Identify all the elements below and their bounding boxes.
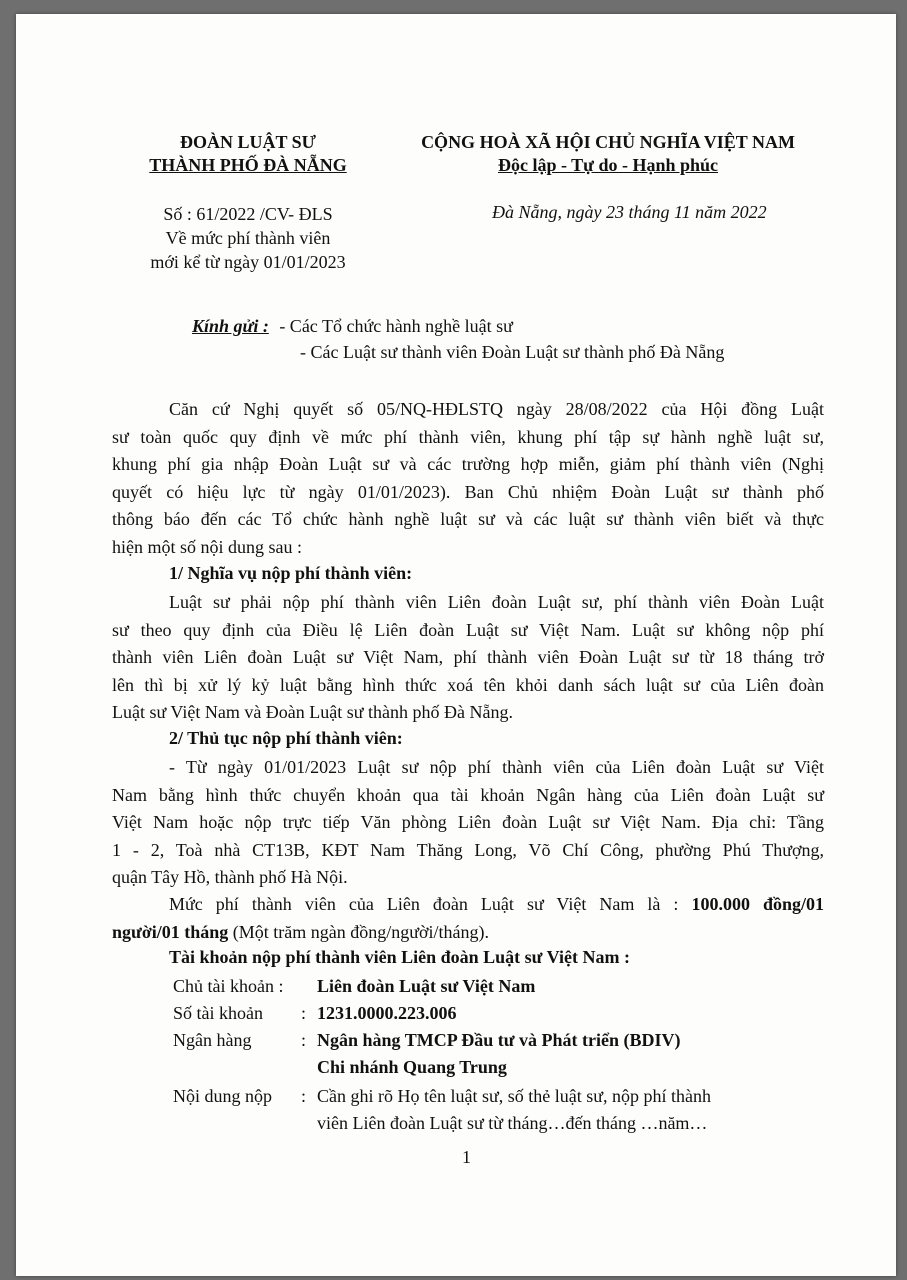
bank-label: Ngân hàng (173, 1030, 252, 1050)
intro-line: thông báo đến các Tổ chức hành nghề luật sư và các luật sư thành viên biết và thực (112, 509, 824, 529)
section-2-line: - Từ ngày 01/01/2023 Luật sư nộp phí thành viên của Liên đoàn Luật sư Việt (169, 757, 824, 777)
nation-motto: Độc lập - Tự do - Hạnh phúc (497, 155, 719, 175)
section-2-line: 1 - 2, Toà nhà CT13B, KĐT Nam Thăng Long, Võ Chí Công, phường Phú Thượng, (112, 839, 824, 860)
intro-line: khung phí gia nhập Đoàn Luật sư và các trường hợp miễn, giảm phí thành viên (Nghị (112, 454, 824, 474)
page-number: 1 (462, 1147, 471, 1167)
section-1-line: lên thì bị xử lý kỷ luật bằng hình thức xoá tên khỏi danh sách luật sư của Liên đoàn (112, 674, 824, 695)
subject-line-1: Về mức phí thành viên (165, 228, 331, 248)
intro-line: quyết có hiệu lực từ ngày 01/01/2023). Ban Chủ nhiệm Đoàn Luật sư thành phố (112, 481, 824, 502)
account-holder-label: Chủ tài khoản : (173, 976, 284, 996)
payment-content-row-2 (173, 1113, 707, 1134)
bank-branch-row (173, 1057, 507, 1078)
document-number: Số : 61/2022 /CV- ĐLS (163, 204, 333, 224)
org-line-1: ĐOÀN LUẬT SƯ (179, 132, 317, 152)
section-1-line: sư theo quy định của Điều lệ Liên đoàn Luật sư Việt Nam. Luật sư không nộp phí (112, 619, 824, 640)
document-reference (128, 202, 368, 274)
bank-row (173, 1030, 681, 1051)
section-1-paragraph (112, 589, 824, 727)
section-2-paragraph (112, 754, 824, 892)
nation-line-1: CỘNG HOÀ XÃ HỘI CHỦ NGHĨA VIỆT NAM (421, 132, 795, 152)
national-header (378, 132, 838, 176)
colon: : (301, 1030, 307, 1050)
payment-content-row (173, 1086, 711, 1107)
fee-amount: 100.000 đồng/01 (691, 894, 825, 914)
section-1-line: Luật sư Việt Nam và Đoàn Luật sư thành phố Đà Nẵng. (112, 702, 514, 722)
payment-content-value-2: viên Liên đoàn Luật sư từ tháng…đến tháng …năm… (317, 1113, 708, 1133)
recipient-item-2: - Các Luật sư thành viên Đoàn Luật sư thành phố Đà Nẵng (300, 342, 725, 362)
colon: : (301, 1003, 307, 1023)
intro-line: hiện một số nội dung sau : (112, 536, 302, 557)
org-line-2: THÀNH PHỐ ĐÀ NẴNG (149, 155, 347, 175)
section-2-line: Việt Nam hoặc nộp trực tiếp Văn phòng Liên đoàn Luật sư Việt Nam. Địa chỉ: Tầng (112, 812, 824, 832)
account-heading: Tài khoản nộp phí thành viên Liên đoàn Luật sư Việt Nam : (169, 947, 630, 967)
section-1-line: Luật sư phải nộp phí thành viên Liên đoàn Luật sư, phí thành viên Đoàn Luật (169, 592, 824, 612)
account-number-row (173, 1003, 457, 1024)
section-1-line: thành viên Liên đoàn Luật sư Việt Nam, phí thành viên Đoàn Luật sư từ 18 tháng trở (112, 647, 824, 667)
subject-line-2: mới kể từ ngày 01/01/2023 (150, 252, 346, 272)
colon: : (301, 1086, 307, 1106)
fee-line-2: người/01 tháng (Một trăm ngàn đồng/người/tháng). (112, 921, 490, 942)
account-holder-value: Liên đoàn Luật sư Việt Nam (317, 976, 536, 996)
document-page (16, 14, 896, 1276)
bank-value-1: Ngân hàng TMCP Đầu tư và Phát triển (BDIV) (317, 1030, 681, 1050)
org-name (138, 132, 358, 176)
bank-value-2: Chi nhánh Quang Trung (317, 1057, 507, 1077)
section-2-line: Nam bằng hình thức chuyển khoản qua tài khoản Ngân hàng của Liên đoàn Luật sư (112, 784, 824, 805)
place-date: Đà Nẵng, ngày 23 tháng 11 năm 2022 (492, 202, 767, 222)
section-1-heading: 1/ Nghĩa vụ nộp phí thành viên: (169, 563, 413, 583)
account-number-value: 1231.0000.223.006 (317, 1003, 457, 1023)
recipients-label: Kính gửi : (192, 316, 269, 336)
account-holder-row (173, 976, 535, 997)
payment-content-label: Nội dung nộp (173, 1086, 272, 1106)
intro-line: sư toàn quốc quy định về mức phí thành viên, khung phí tập sự hành nghề luật sư, (112, 426, 824, 447)
fee-paragraph (112, 891, 824, 946)
fee-line-1: Mức phí thành viên của Liên đoàn Luật sư Việt Nam là : 100.000 đồng/01 (169, 894, 825, 914)
section-2-heading: 2/ Thủ tục nộp phí thành viên: (169, 728, 403, 748)
recipients-block (192, 316, 513, 337)
payment-content-value-1: Cần ghi rõ Họ tên luật sư, số thẻ luật sư, nộp phí thành (317, 1086, 711, 1106)
recipient-item-1: - Các Tổ chức hành nghề luật sư (279, 316, 513, 336)
section-2-line: quận Tây Hồ, thành phố Hà Nội. (112, 867, 348, 887)
intro-paragraph (112, 396, 824, 561)
intro-line: Căn cứ Nghị quyết số 05/NQ-HĐLSTQ ngày 28/08/2022 của Hội đồng Luật (169, 399, 824, 419)
account-number-label: Số tài khoản (173, 1003, 263, 1023)
